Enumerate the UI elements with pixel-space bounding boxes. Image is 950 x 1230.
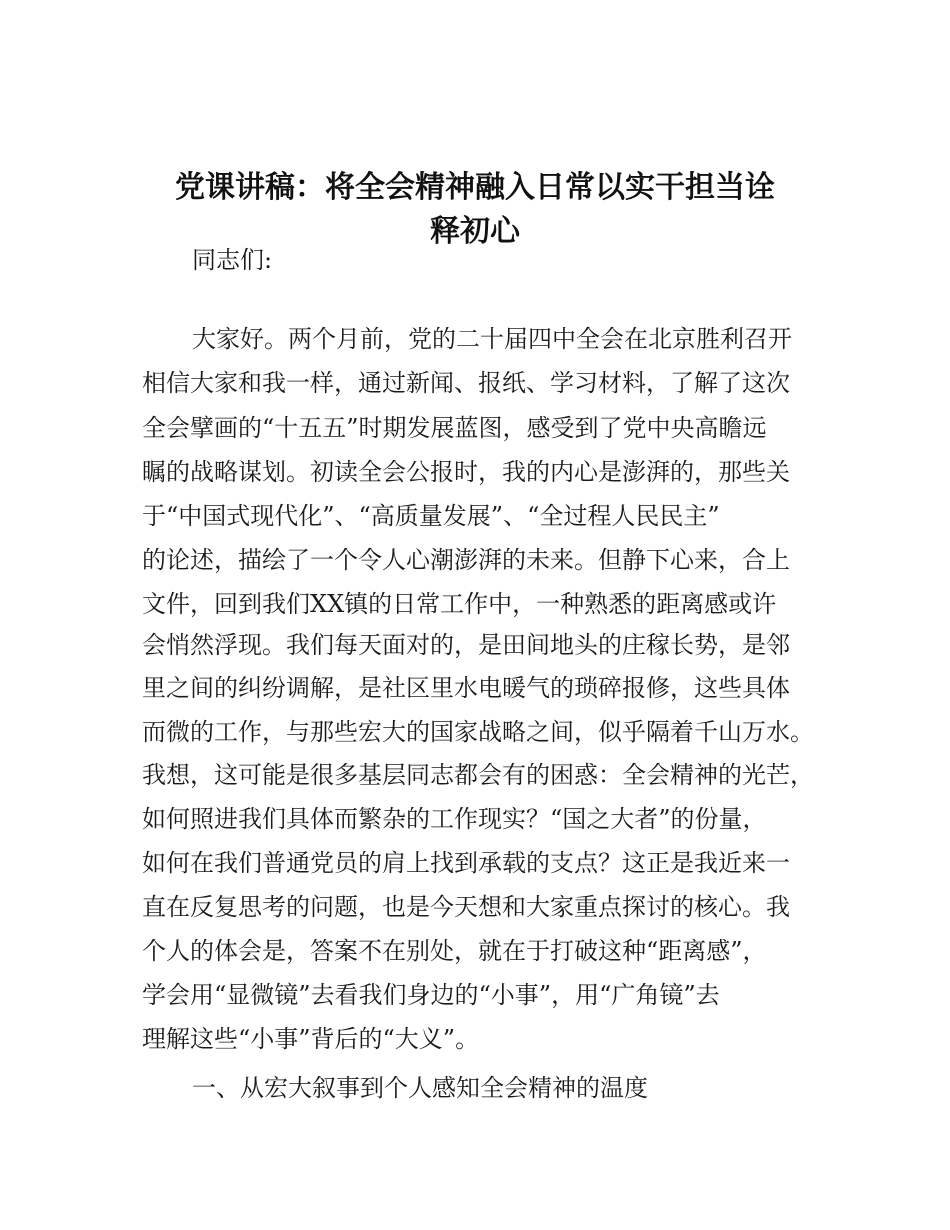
greeting: 同志们:: [192, 246, 273, 274]
paragraph-line: 学会用“显微镜”去看我们身边的“小事”，用“广角镜”去: [142, 981, 720, 1009]
paragraph-line: 瞩的战略谋划。初读全会公报时，我的内心是澎湃的，那些关: [142, 458, 790, 486]
paragraph-line: 大家好。两个月前，党的二十届四中全会在北京胜利召开: [192, 325, 792, 353]
section-heading: 一、从宏大叙事到个人感知全会精神的温度: [192, 1074, 648, 1102]
paragraph-line: 文件，回到我们XX镇的日常工作中，一种熟悉的距离感或许: [142, 590, 777, 618]
paragraph-line: 理解这些“小事”背后的“大义”。: [142, 1025, 480, 1053]
paragraph-line: 的论述，描绘了一个令人心潮澎湃的未来。但静下心来，合上: [142, 546, 790, 574]
paragraph-line: 会悄然浮现。我们每天面对的，是田间地头的庄稼长势，是邻: [142, 631, 790, 659]
document-title-line-1: 党课讲稿：将全会精神融入日常以实干担当诠: [175, 170, 775, 205]
paragraph-line: 如何照进我们具体而繁杂的工作现实？“国之大者”的份量，: [142, 805, 767, 833]
paragraph-line: 于“中国式现代化”、“高质量发展”、“全过程人民民主”: [142, 502, 720, 530]
paragraph-line: 而微的工作，与那些宏大的国家战略之间，似乎隔着千山万水。: [142, 718, 814, 746]
paragraph-line: 直在反复思考的问题，也是今天想和大家重点探讨的核心。我: [142, 893, 790, 921]
paragraph-line: 全会擘画的“十五五”时期发展蓝图，感受到了党中央高瞻远: [142, 414, 767, 442]
paragraph-line: 如何在我们普通党员的肩上找到承载的支点？这正是我近来一: [142, 849, 790, 877]
paragraph-line: 我想，这可能是很多基层同志都会有的困惑：全会精神的光芒，: [142, 761, 814, 789]
paragraph-line: 个人的体会是，答案不在别处，就在于打破这种“距离感”，: [142, 937, 767, 965]
paragraph-line: 里之间的纠纷调解，是社区里水电暖气的琐碎报修，这些具体: [142, 674, 790, 702]
paragraph-line: 相信大家和我一样，通过新闻、报纸、学习材料，了解了这次: [142, 369, 790, 397]
document-title-line-2: 释初心: [430, 214, 520, 249]
